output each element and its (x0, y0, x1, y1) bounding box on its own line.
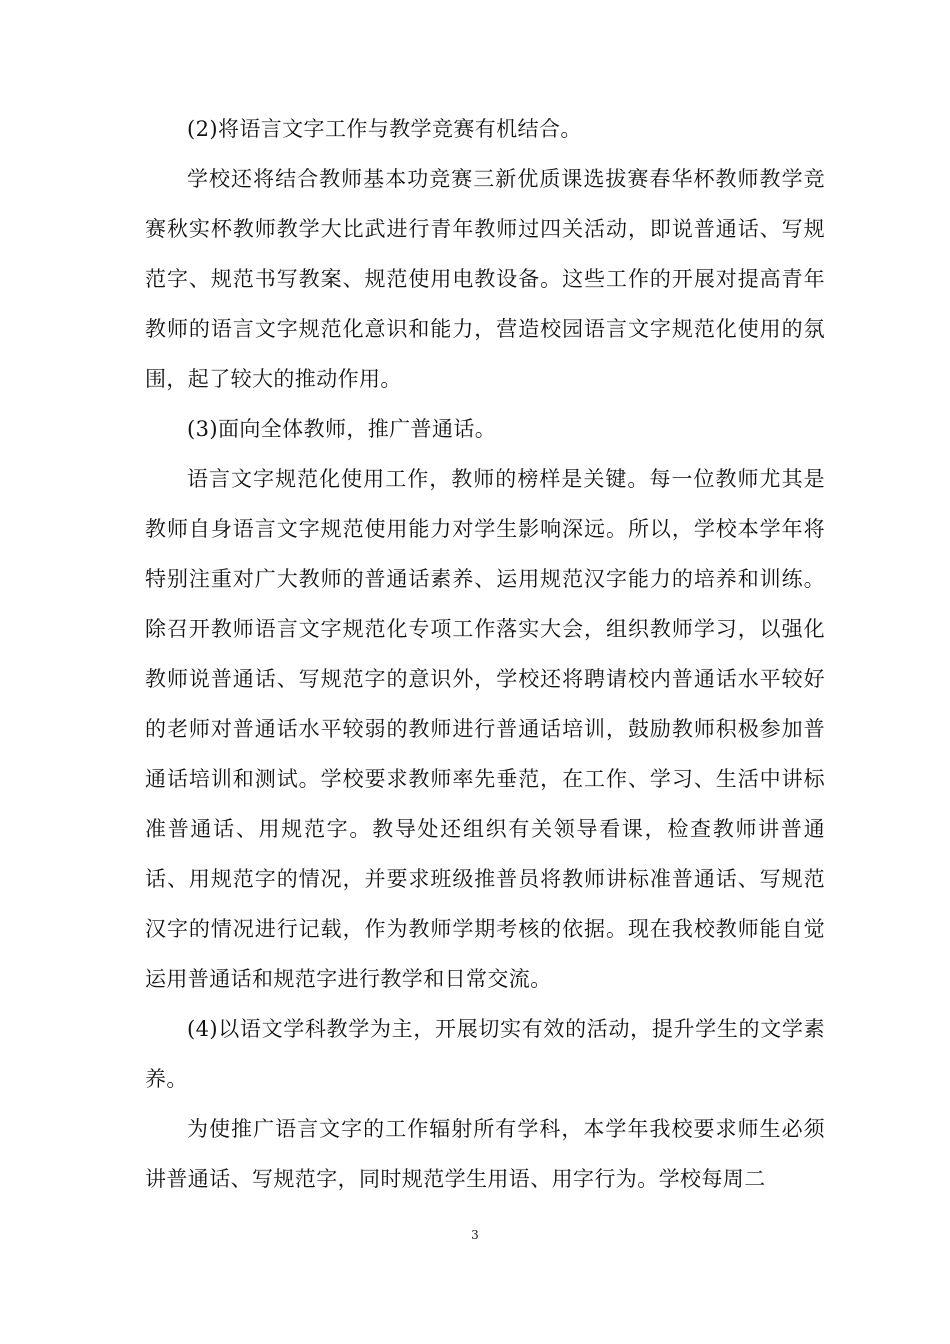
paragraph-heading-4: (4)以语文学科教学为主，开展切实有效的活动，提升学生的文学素养。 (145, 1017, 825, 1091)
paragraph-teacher-competitions: 学校还将结合教师基本功竞赛三新优质课选拔赛春华杯教师教学竞赛秋实杯教师教学大比武进行青年教师过四关活动，即说普通话、写规范字、规范书写教案、规范使用电教设备。这些工作的开展对提高青年教师的语言文字规范化意识和能力，营造校园语言文字规范化使用的氛围，起了较大的推动作用。 (145, 167, 825, 391)
paragraph-all-subjects: 为使推广语言文字的工作辐射所有学科，本学年我校要求师生必须讲普通话、写规范字，同时规范学生用语、用字行为。学校每周二 (145, 1117, 825, 1191)
document-body (145, 104, 825, 1204)
paragraph-heading-3: (3)面向全体教师，推广普通话。 (187, 417, 497, 441)
paragraph-heading-2: (2)将语言文字工作与教学竞赛有机结合。 (187, 117, 582, 141)
page-number: 3 (471, 1228, 479, 1242)
paragraph-teacher-role-model: 语言文字规范化使用工作，教师的榜样是关键。每一位教师尤其是教师自身语言文字规范使用能力对学生影响深远。所以，学校本学年将特别注重对广大教师的普通话素养、运用规范汉字能力的培养和训练。除召开教师语言文字规范化专项工作落实大会，组织教师学习，以强化教师说普通话、写规范字的意识外，学校还将聘请校内普通话水平较好的老师对普通话水平较弱的教师进行普通话培训，鼓励教师积极参加普通话培训和测试。学校要求教师率先垂范，在工作、学习、生活中讲标准普通话、用规范字。教导处还组织有关领导看课，检查教师讲普通话、用规范字的情况，并要求班级推普员将教师讲标准普通话、写规范汉字的情况进行记载，作为教师学期考核的依据。现在我校教师能自觉运用普通话和规范字进行教学和日常交流。 (145, 467, 825, 991)
